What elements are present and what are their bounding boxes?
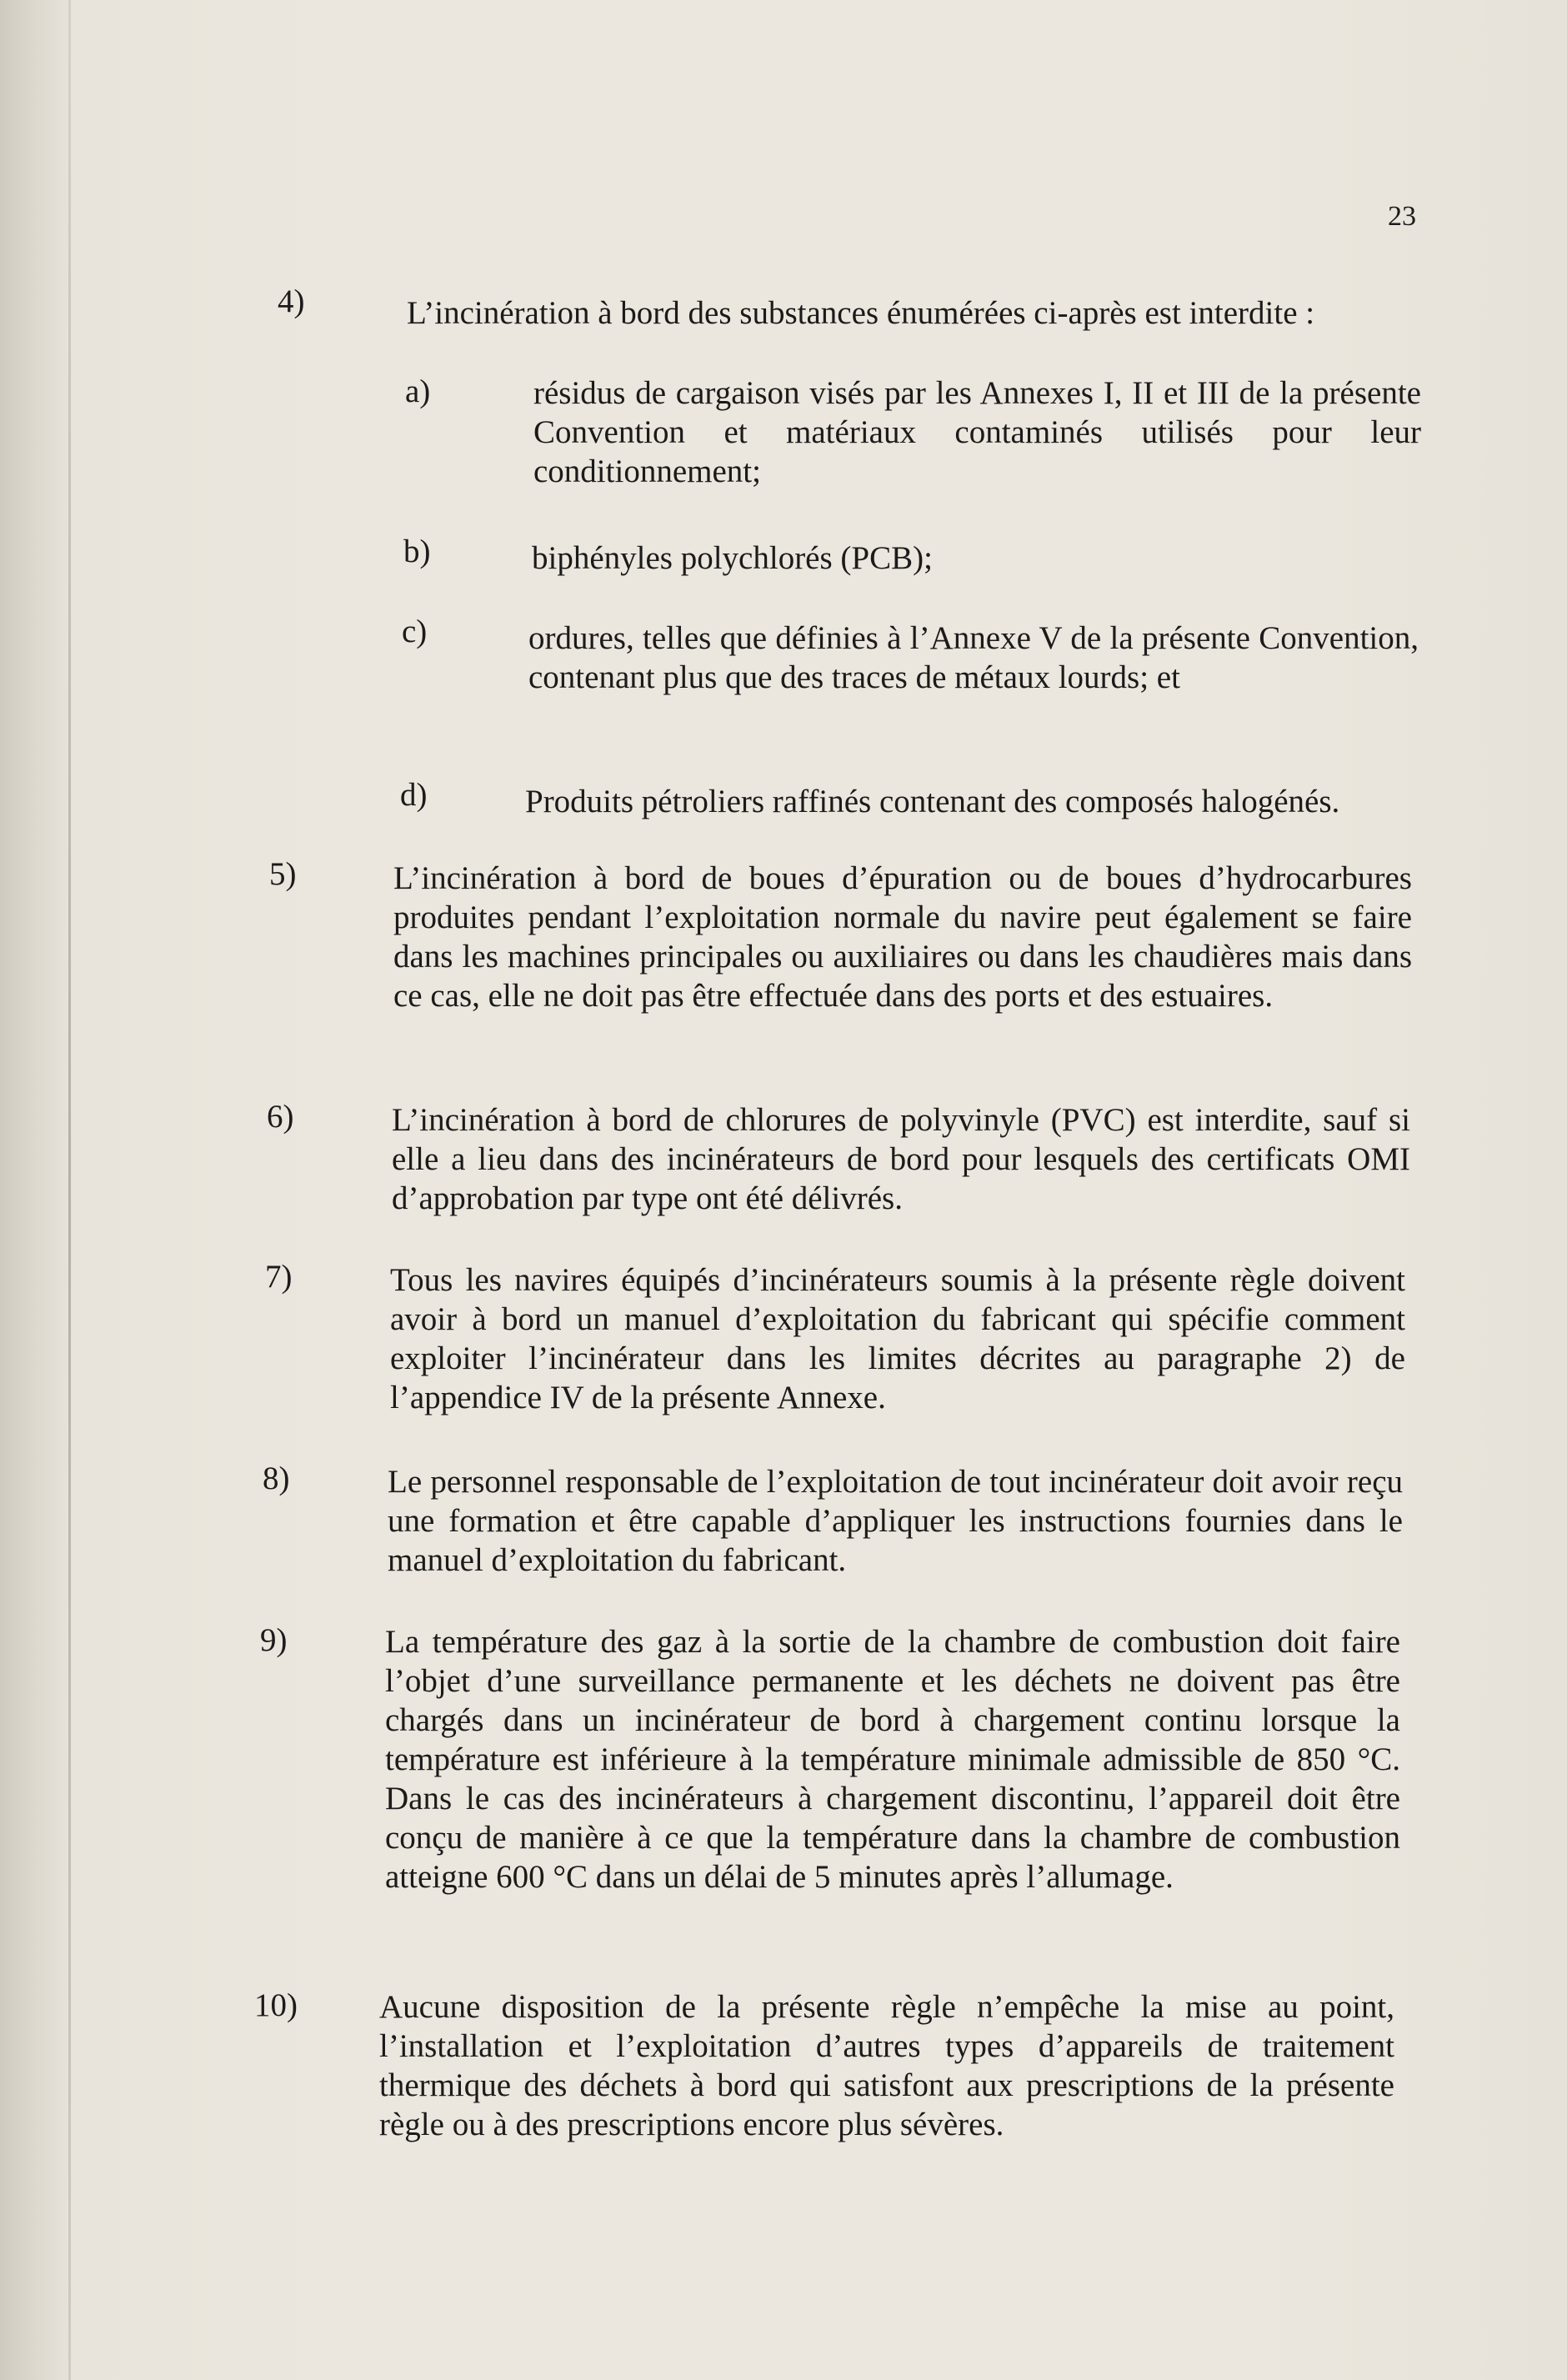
paragraph-number-5: 5) [269,856,297,892]
subitem-letter-d: d) [400,777,428,813]
subitem-c-text: ordures, telles que définies à l’Annexe V de la présente Convention, contenant plus que des traces de métaux lourds; et [528,620,1419,695]
subitem-b-text: biphényles polychlorés (PCB); [532,540,933,576]
paragraph-5-text: L’incinération à bord de boues d’épuration ou de boues d’hydrocarbures produites pendant l’exploitation normale du navire peut également se faire dans les machines principales ou auxiliaires ou dans les chaudières mais dans ce cas, elle ne doit pas être effectuée dans des ports et des estuaires. [393,860,1412,1014]
paragraph-number-7: 7) [265,1259,293,1295]
paragraph-9-text: La température des gaz à la sortie de la chambre de combustion doit faire l’objet d’une surveillance permanente et les déchets ne doivent pas être chargés dans un incinérateur de bord à chargement continu lorsque la température est inférieure à la température minimale admissible de 850 °C. Dans le cas des incinérateurs à chargement discontinu, l’appareil doit être conçu de manière à ce que la température dans la chambre de combustion atteigne 600 °C dans un délai de 5 minutes après l’allumage. [385,1624,1400,1895]
paragraph-number-4: 4) [278,283,305,319]
paragraph-4-text: L’incinération à bord des substances énumérées ci-après est interdite : [407,295,1315,331]
subitem-a-text: résidus de cargaison visés par les Annexes I, II et III de la présente Convention et matériaux contaminés utilisés pour leur conditionnement; [533,375,1421,489]
paragraph-number-8: 8) [263,1461,290,1496]
binding-gutter [68,0,71,2380]
paragraph-6-text: L’incinération à bord de chlorures de polyvinyle (PVC) est interdite, sauf si elle a lieu dans des incinérateurs de bord pour lesquels des certificats OMI d’approbation par type ont été délivrés. [392,1102,1410,1216]
paragraph-number-6: 6) [267,1099,294,1135]
subitem-letter-b: b) [403,534,431,569]
subitem-letter-c: c) [402,614,428,649]
paragraph-number-10: 10) [254,1987,298,2023]
paragraph-10-text: Aucune disposition de la présente règle n’empêche la mise au point, l’installation et l’exploitation d’autres types d’appareils de traitement thermique des déchets à bord qui satisfont aux prescriptions de la présente règle ou à des prescriptions encore plus sévères. [379,1989,1394,2142]
subitem-d-text: Produits pétroliers raffinés contenant des composés halogénés. [525,784,1340,819]
subitem-letter-a: a) [405,373,431,409]
paragraph-8-text: Le personnel responsable de l’exploitation de tout incinérateur doit avoir reçu une formation et être capable d’appliquer les instructions fournies dans le manuel d’exploitation du fabricant. [388,1464,1403,1578]
page-number: 23 [1388,201,1416,232]
paragraph-number-9: 9) [260,1622,288,1658]
paragraph-7-text: Tous les navires équipés d’incinérateurs soumis à la présente règle doivent avoir à bord un manuel d’exploitation du fabricant qui spécifie comment exploiter l’incinérateur dans les limites décrites au paragraphe 2) de l’appendice IV de la présente Annexe. [390,1262,1405,1415]
